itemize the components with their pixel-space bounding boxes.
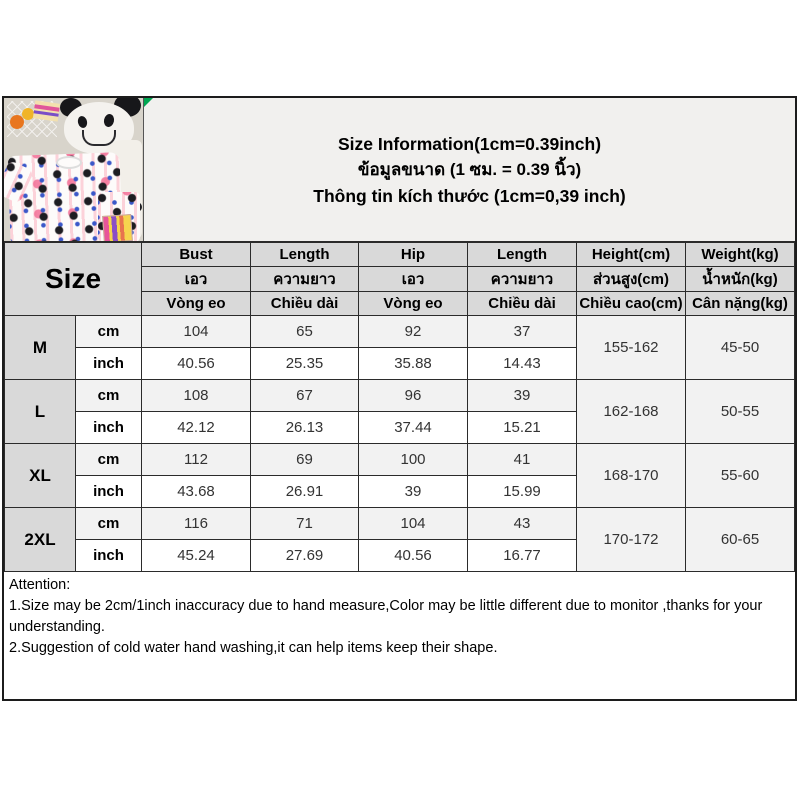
unit-label-inch: inch <box>76 348 142 380</box>
cell-m-length-inch: 25.35 <box>251 348 359 380</box>
cell-m-weight: 45-50 <box>686 316 795 380</box>
header-length-en: Length <box>251 243 359 267</box>
header-weight-en: Weight(kg) <box>686 243 795 267</box>
unit-label-cm: cm <box>76 380 142 412</box>
header-height-en: Height(cm) <box>577 243 686 267</box>
cell-xl-bust-cm: 112 <box>142 444 251 476</box>
cell-m-length-cm: 65 <box>251 316 359 348</box>
title-english: Size Information(1cm=0.39inch) <box>337 133 602 154</box>
size-label-l: L <box>5 380 76 444</box>
cell-2xl-bust-inch: 45.24 <box>142 540 251 572</box>
header-length2-th: ความยาว <box>468 267 577 292</box>
cell-l-height: 162-168 <box>577 380 686 444</box>
size-chart-sheet <box>2 96 797 701</box>
cell-xl-length-cm: 69 <box>251 444 359 476</box>
cell-2xl-length-cm: 71 <box>251 508 359 540</box>
cell-xl-height: 168-170 <box>577 444 686 508</box>
top-row <box>4 98 795 242</box>
cell-2xl-bust-cm: 116 <box>142 508 251 540</box>
cell-m-hip-cm: 92 <box>359 316 468 348</box>
unit-label-inch: inch <box>76 412 142 444</box>
cell-m-hip-inch: 35.88 <box>359 348 468 380</box>
cell-l-length2-cm: 39 <box>468 380 577 412</box>
header-weight-vi: Cân nặng(kg) <box>686 292 795 316</box>
cell-xl-bust-inch: 43.68 <box>142 476 251 508</box>
cell-l-length2-inch: 15.21 <box>468 412 577 444</box>
cell-2xl-length-inch: 27.69 <box>251 540 359 572</box>
header-hip-vi: Vòng eo <box>359 292 468 316</box>
cell-2xl-height: 170-172 <box>577 508 686 572</box>
cell-m-bust-cm: 104 <box>142 316 251 348</box>
size-column-header: Size <box>5 243 142 316</box>
cell-l-hip-cm: 96 <box>359 380 468 412</box>
attention-note-2: 2.Suggestion of cold water hand washing,it can help items keep their shape. <box>9 640 498 656</box>
unit-label-cm: cm <box>76 508 142 540</box>
header-hip-th: เอว <box>359 267 468 292</box>
shirt-collar-illustration <box>56 156 82 169</box>
unit-label-inch: inch <box>76 476 142 508</box>
cell-l-length-cm: 67 <box>251 380 359 412</box>
header-row-en <box>5 243 795 267</box>
table-row <box>5 316 795 348</box>
header-length-vi: Chiều dài <box>251 292 359 316</box>
unit-label-cm: cm <box>76 316 142 348</box>
header-hip-en: Hip <box>359 243 468 267</box>
cell-2xl-hip-inch: 40.56 <box>359 540 468 572</box>
green-corner-marker-icon <box>144 98 153 107</box>
cell-m-height: 155-162 <box>577 316 686 380</box>
sticker-card-decoration <box>102 214 133 241</box>
size-info-title-cell <box>144 98 795 241</box>
table-row <box>5 444 795 476</box>
cell-l-bust-inch: 42.12 <box>142 412 251 444</box>
header-bust-th: เอว <box>142 267 251 292</box>
cell-l-weight: 50-55 <box>686 380 795 444</box>
panda-eye-icon <box>103 113 115 128</box>
cell-l-bust-cm: 108 <box>142 380 251 412</box>
header-height-th: ส่วนสูง(cm) <box>577 267 686 292</box>
panda-eye-icon <box>77 115 89 129</box>
title-thai: ข้อมูลขนาด (1 ซม. = 0.39 นิ้ว) <box>357 159 582 179</box>
unit-label-cm: cm <box>76 444 142 476</box>
cell-xl-hip-inch: 39 <box>359 476 468 508</box>
attention-title: Attention: <box>9 577 71 593</box>
unit-label-inch: inch <box>76 540 142 572</box>
cell-m-length2-cm: 37 <box>468 316 577 348</box>
header-length2-en: Length <box>468 243 577 267</box>
cell-m-bust-inch: 40.56 <box>142 348 251 380</box>
cell-xl-length2-inch: 15.99 <box>468 476 577 508</box>
table-row <box>5 508 795 540</box>
cell-xl-length2-cm: 41 <box>468 444 577 476</box>
header-weight-th: น้ำหนัก(kg) <box>686 267 795 292</box>
header-height-vi: Chiều cao(cm) <box>577 292 686 316</box>
header-bust-vi: Vòng eo <box>142 292 251 316</box>
title-vietnamese: Thông tin kích thước (1cm=0,39 inch) <box>313 185 626 206</box>
cell-xl-weight: 55-60 <box>686 444 795 508</box>
header-length-th: ความยาว <box>251 267 359 292</box>
header-bust-en: Bust <box>142 243 251 267</box>
cell-xl-hip-cm: 100 <box>359 444 468 476</box>
cell-m-length2-inch: 14.43 <box>468 348 577 380</box>
header-length2-vi: Chiều dài <box>468 292 577 316</box>
cell-2xl-weight: 60-65 <box>686 508 795 572</box>
cell-xl-length-inch: 26.91 <box>251 476 359 508</box>
attention-section <box>4 572 795 659</box>
cell-2xl-hip-cm: 104 <box>359 508 468 540</box>
table-row <box>5 380 795 412</box>
mini-card-decoration <box>33 100 60 121</box>
product-photo <box>4 98 144 241</box>
attention-note-1: 1.Size may be 2cm/1inch inaccuracy due to hand measure,Color may be little different due to monitor ,thanks for your understanding. <box>9 598 763 635</box>
size-label-m: M <box>5 316 76 380</box>
cell-2xl-length2-cm: 43 <box>468 508 577 540</box>
cell-2xl-length2-inch: 16.77 <box>468 540 577 572</box>
size-table <box>4 242 795 572</box>
cell-l-length-inch: 26.13 <box>251 412 359 444</box>
size-label-2xl: 2XL <box>5 508 76 572</box>
size-label-xl: XL <box>5 444 76 508</box>
cell-l-hip-inch: 37.44 <box>359 412 468 444</box>
